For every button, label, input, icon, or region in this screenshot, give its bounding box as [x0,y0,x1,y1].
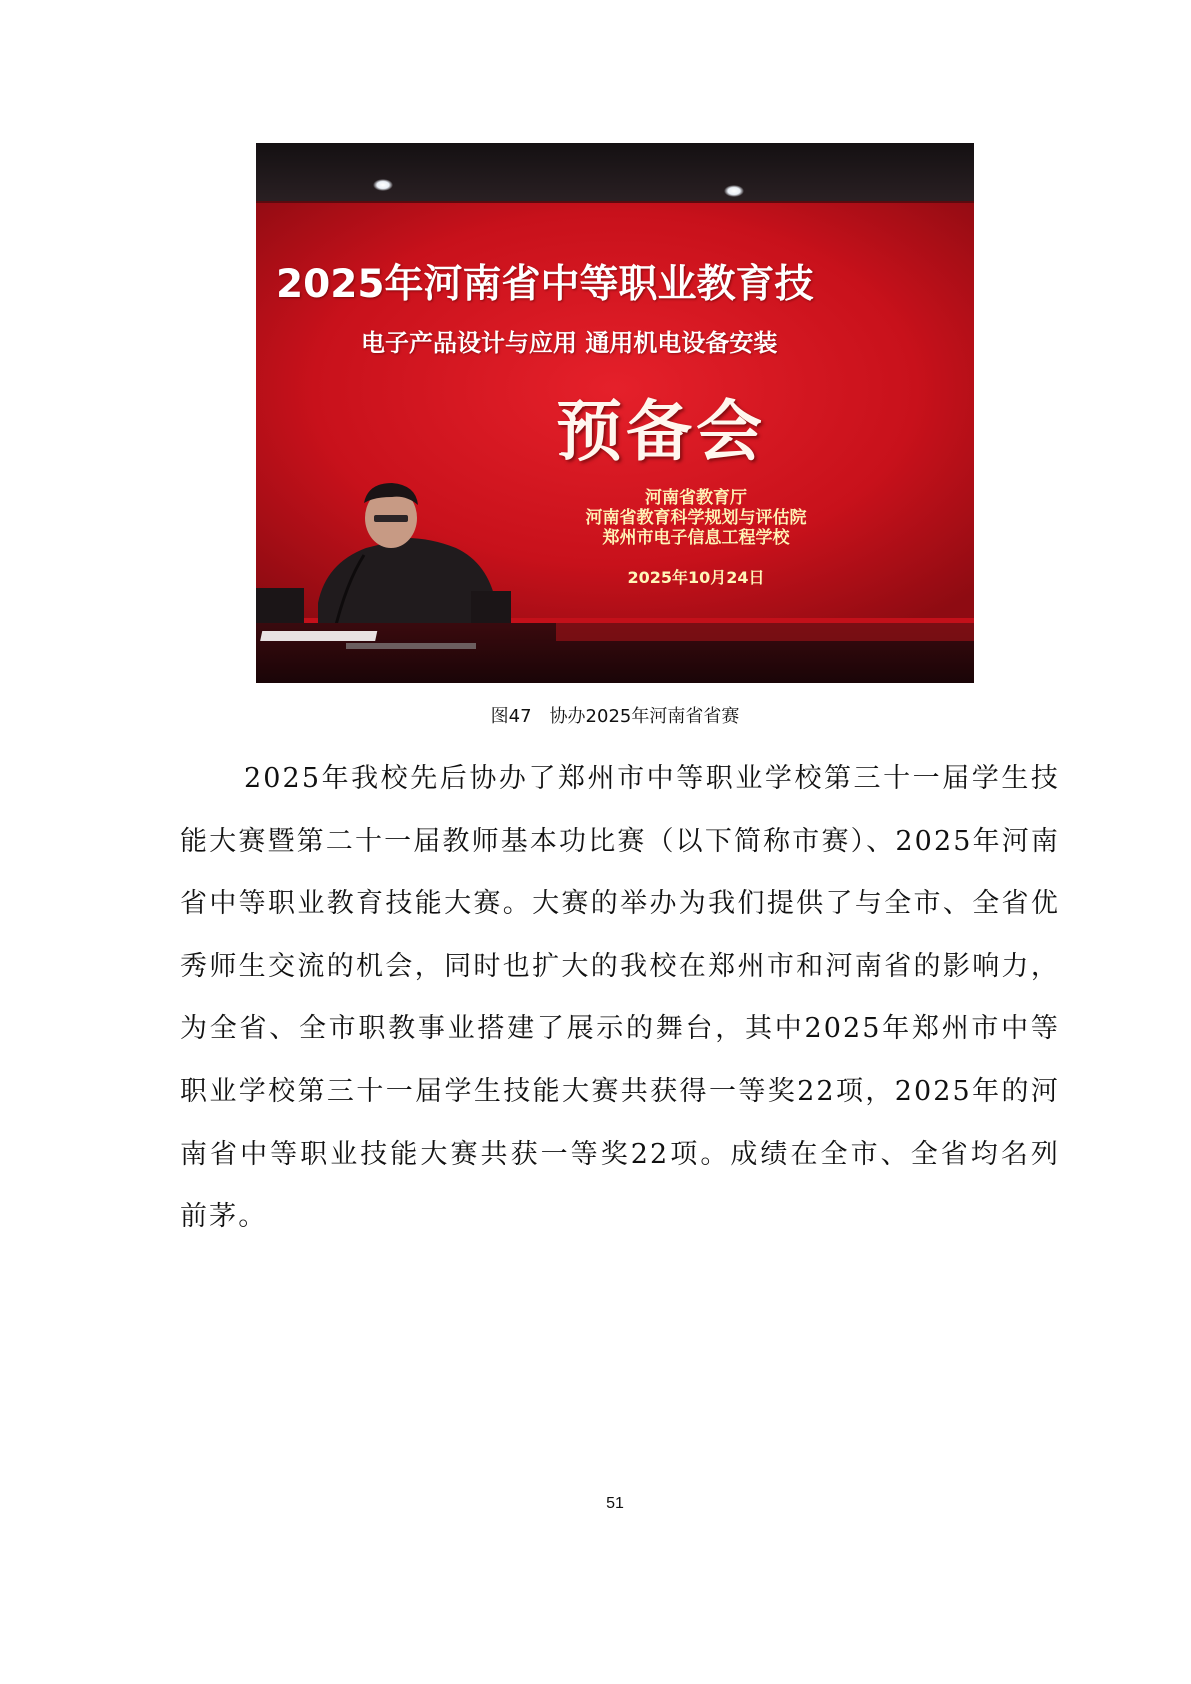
meeting-photo [256,143,974,683]
figure-caption [0,702,1191,728]
ceiling-light [724,185,744,197]
papers [260,631,377,641]
banner-org-line: 河南省教育科学规划与评估院 [585,508,807,528]
banner-title: 2025年河南省中等职业教育技 [276,262,814,307]
figure-caption-text: 协办2025年河南省省赛 [549,706,740,727]
banner-headline: 预备会 [556,392,766,470]
banner-org-line: 郑州市电子信息工程学校 [602,528,790,548]
meeting-photo-scene [256,143,974,683]
banner-subtitle: 电子产品设计与应用 通用机电设备安装 [361,329,778,357]
banner-org-line: 河南省教育厅 [645,488,747,508]
ceiling [256,143,974,203]
banner-date: 2025年10月24日 [627,568,765,587]
table-reflection [556,623,974,641]
body-paragraph: 2025年我校先后协办了郑州市中等职业学校第三十一届学生技能大赛暨第二十一届教师基本功比赛（以下简称市赛）、2025年河南省中等职业教育技能大赛。大赛的举办为我们提供了与全市、全省优秀师生交流的机会，同时也扩大的我校在郑州市和河南省的影响力，为全省、全市职教事业搭建了展示的舞台，其中2025年郑州市中等职业学校第三十一届学生技能大赛共获得一等奖22项，2025年的河南省中等职业技能大赛共获一等奖22项。成绩在全市、全省均名列前茅。 [180,763,1060,1233]
ceiling-light [373,179,393,191]
figure-number: 图47 [490,706,532,727]
page-number: 51 [606,1495,624,1512]
